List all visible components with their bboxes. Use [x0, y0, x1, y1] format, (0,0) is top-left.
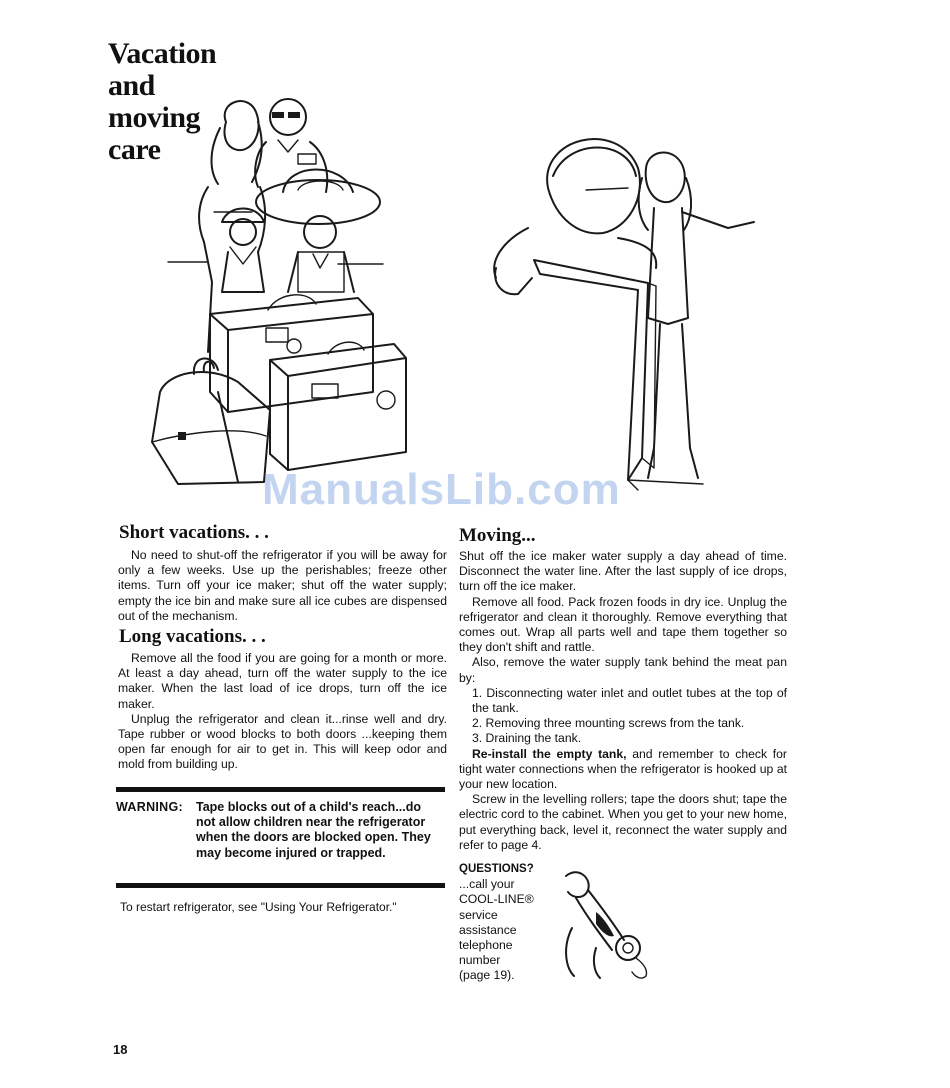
watermark: ManualsLib.com	[262, 465, 621, 514]
questions-line-1: ...call your	[459, 877, 515, 892]
moving-paragraph-3: Also, remove the water supply tank behind the meat pan by:	[459, 655, 787, 685]
questions-line-4: assistance	[459, 922, 517, 937]
warning-text: Tape blocks out of a child's reach...do not allow children near the refrigerator when the doors are blocked open. They may become injured or trapped.	[196, 800, 431, 860]
page-number: 18	[113, 1042, 128, 1057]
short-vacations-paragraph: No need to shut-off the refrigerator if you will be away for only a few weeks. Use up the perishables; freeze other items. Turn off your ice maker; shut off the water supply; empty the ice bin and make sure all ice cubes are dispensed out of the mechanism.	[118, 548, 447, 623]
moving-list-item-3: 3. Draining the tank.	[472, 731, 582, 746]
couple-frame-illustration	[478, 118, 778, 498]
restart-note: To restart refrigerator, see "Using Your Refrigerator."	[120, 900, 397, 914]
long-vacations-paragraph-1: Remove all the food if you are going for a month or more. At least a day ahead, turn off the water supply to the ice maker. When the last load of ice drops, turn off the ice maker.	[118, 651, 447, 711]
title-line-4: care	[108, 133, 161, 166]
moving-text	[459, 549, 787, 853]
moving-paragraph-5: Screw in the levelling rollers; tape the doors shut; tape the electric cord to the cabinet. When you get to your new home, put everything back, level it, reconnect the water supply and refer to page 4.	[459, 792, 787, 852]
family-luggage-illustration	[148, 92, 438, 502]
title-line-1: Vacation	[108, 37, 217, 70]
moving-paragraph-2: Remove all food. Pack frozen foods in dry ice. Unplug the refrigerator and clean it thoroughly. Remove everything that comes out. Wrap all parts well and tape them together so they don't shift and rattle.	[459, 594, 787, 655]
moving-paragraph-1: Shut off the ice maker water supply a day ahead of time. Disconnect the water line. After the last supply of ice drops, turn off the ice maker.	[459, 549, 787, 594]
moving-heading: Moving...	[459, 525, 536, 546]
long-vacations-heading: Long vacations. . .	[119, 626, 266, 647]
short-vacations-heading: Short vacations. . .	[119, 522, 269, 543]
warning-box	[116, 787, 445, 888]
questions-line-7: (page 19).	[459, 968, 515, 983]
reinstall-rest: and remember to check for tight water connections when the refrigerator is hooked up at your new location.	[459, 746, 787, 792]
long-vacations-text	[118, 651, 447, 773]
questions-line-2: COOL-LINE®	[459, 892, 534, 907]
telephone-hand-illustration	[552, 868, 662, 983]
questions-line-5: telephone	[459, 938, 513, 953]
title-line-2: and	[108, 69, 155, 102]
questions-line-6: number	[459, 953, 501, 968]
reinstall-emphasis: Re-install the empty tank,	[472, 746, 627, 761]
short-vacations-text	[118, 548, 447, 624]
moving-list-item-1: 1. Disconnecting water inlet and outlet tubes at the top of the tank.	[472, 685, 787, 716]
moving-list-item-2: 2. Removing three mounting screws from the tank.	[472, 716, 745, 731]
title-line-3: moving	[108, 101, 201, 134]
warning-label: WARNING:	[116, 800, 183, 814]
questions-line-3: service	[459, 907, 498, 922]
moving-paragraph-4	[459, 747, 787, 793]
questions-label: QUESTIONS?	[459, 863, 534, 875]
long-vacations-paragraph-2: Unplug the refrigerator and clean it...rinse well and dry. Tape rubber or wood blocks to both doors ...keeping them open far enough for air to get in. This will keep odor and mold from building up.	[118, 711, 447, 772]
questions-block	[459, 862, 549, 984]
